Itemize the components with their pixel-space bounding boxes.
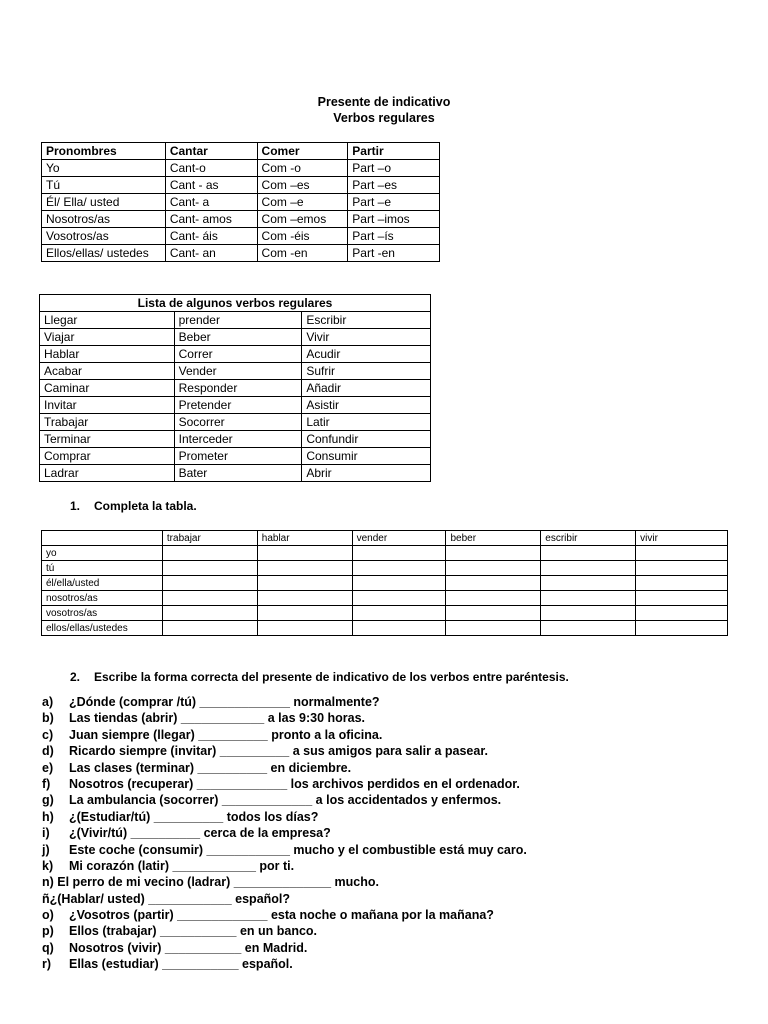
completion-pronoun-cell: nosotros/as [42,591,163,606]
conjugation-cell: Cant-o [165,160,257,177]
verb-cell: Escribir [302,312,431,329]
conjugation-table [41,142,440,262]
completion-verb-header: vivir [636,531,728,546]
verb-cell: Acudir [302,346,431,363]
exercise-item-label: o) [42,908,54,923]
exercise-item-text: Ricardo siempre (invitar) __________ a sus amigos para salir a pasear. [69,744,488,759]
completion-answer-cell[interactable] [636,606,728,621]
exercise-item [42,842,527,858]
exercise-item-label: j) [42,842,50,857]
conjugation-cell: Com –e [257,194,348,211]
completion-answer-cell[interactable] [257,621,352,636]
exercise-item-label: k) [42,858,54,873]
completion-answer-cell[interactable] [162,621,257,636]
verb-cell: Invitar [40,397,175,414]
completion-answer-cell[interactable] [541,606,636,621]
conjugation-cell: Cant - as [165,177,257,194]
conjugation-cell: Com –es [257,177,348,194]
exercise-item-label: g) [42,793,54,808]
completion-answer-cell[interactable] [541,561,636,576]
completion-answer-cell[interactable] [446,621,541,636]
conjugation-cell: Part –o [348,160,440,177]
completion-answer-cell[interactable] [162,591,257,606]
exercise-item-label: c) [42,727,54,742]
exercise-item-label: d) [42,744,54,759]
completion-answer-cell[interactable] [257,561,352,576]
conjugation-cell: Part –es [348,177,440,194]
conjugation-cell: Tú [42,177,166,194]
exercise-item-text: Ellos (trabajar) ___________ en un banco. [69,924,318,939]
exercise-item-text: n) El perro de mi vecino (ladrar) ______________ mucho. [42,875,379,890]
verb-cell: Latir [302,414,431,431]
conjugation-row [42,177,440,194]
completion-pronoun-cell: tú [42,561,163,576]
verbs-row [40,346,431,363]
verbs-row [40,431,431,448]
conjugation-cell: Nosotros/as [42,211,166,228]
verb-cell: Consumir [302,448,431,465]
exercise-item-label: r) [42,957,52,972]
completion-verb-header: vender [352,531,446,546]
completion-row [42,576,728,591]
conjugation-header-cell: Comer [257,143,348,160]
conjugation-row [42,194,440,211]
completion-pronoun-cell: él/ella/usted [42,576,163,591]
verb-cell: Caminar [40,380,175,397]
exercise-item-text: ¿(Vivir/tú) __________ cerca de la empresa? [69,826,331,841]
conjugation-row [42,211,440,228]
exercise1-heading [70,499,197,513]
exercise-item [42,874,527,890]
verb-cell: Viajar [40,329,175,346]
exercise-item-label: i) [42,826,50,841]
exercise-item [42,727,527,743]
exercise-item-text: La ambulancia (socorrer) _____________ a los accidentados y enfermos. [69,793,502,808]
exercise-item-text: Este coche (consumir) ____________ mucho y el combustible está muy caro. [69,842,527,857]
completion-answer-cell[interactable] [352,606,446,621]
exercise1-number: 1. [70,499,81,513]
conjugation-cell: Él/ Ella/ usted [42,194,166,211]
completion-row [42,561,728,576]
conjugation-row [42,160,440,177]
completion-answer-cell[interactable] [162,576,257,591]
verb-cell: Pretender [174,397,302,414]
exercise-item-text: Las tiendas (abrir) ____________ a las 9:30 horas. [69,711,366,726]
completion-verb-header: escribir [541,531,636,546]
completion-row [42,621,728,636]
exercise-item-text: Las clases (terminar) __________ en diciembre. [69,760,352,775]
conjugation-cell: Yo [42,160,166,177]
exercise-item-label: p) [42,924,54,939]
exercise-item-label: q) [42,940,54,955]
completion-answer-cell[interactable] [352,621,446,636]
exercise-item [42,907,527,923]
conjugation-header-cell: Partir [348,143,440,160]
verb-cell: Prometer [174,448,302,465]
verbs-row [40,448,431,465]
verb-cell: prender [174,312,302,329]
completion-pronoun-cell: ellos/ellas/ustedes [42,621,163,636]
verb-cell: Vender [174,363,302,380]
exercise-item [42,891,527,907]
conjugation-header-cell: Pronombres [42,143,166,160]
verb-cell: Añadir [302,380,431,397]
exercise-item-label: a) [42,695,54,709]
completion-row [42,546,728,561]
exercise-item-text: ¿Vosotros (partir) _____________ esta noche o mañana por la mañana? [69,908,494,923]
exercise2-heading-text: Escribe la forma correcta del presente de indicativo de los verbos entre paréntesis. [94,670,569,684]
completion-answer-cell[interactable] [636,621,728,636]
verb-cell: Trabajar [40,414,175,431]
conjugation-cell: Part –e [348,194,440,211]
exercise-item [42,694,527,710]
exercise-item-text: Mi corazón (latir) ____________ por ti. [69,858,295,873]
completion-table [41,530,728,636]
exercise-item-label: h) [42,809,54,824]
verbs-row [40,312,431,329]
exercise-item [42,710,527,726]
exercise-item-text: Nosotros (vivir) ___________ en Madrid. [69,940,308,955]
conjugation-cell: Part –ís [348,228,440,245]
page-title: Presente de indicativo [317,95,451,109]
exercise-item-text: Nosotros (recuperar) _____________ los archivos perdidos en el ordenador. [69,776,520,791]
conjugation-cell: Cant- amos [165,211,257,228]
verb-cell: Responder [174,380,302,397]
regular-verbs-table [39,294,431,482]
completion-answer-cell[interactable] [257,576,352,591]
completion-answer-cell[interactable] [257,591,352,606]
verb-cell: Acabar [40,363,175,380]
exercise-item [42,956,527,972]
verb-cell: Socorrer [174,414,302,431]
exercise-item [42,809,527,825]
exercise2-heading [70,670,569,684]
completion-answer-cell[interactable] [162,546,257,561]
verb-cell: Hablar [40,346,175,363]
conjugation-cell: Ellos/ellas/ ustedes [42,245,166,262]
conjugation-cell: Cant- áis [165,228,257,245]
conjugation-cell: Com –emos [257,211,348,228]
exercise-item [42,940,527,956]
page-subtitle: Verbos regulares [333,111,435,125]
verb-cell: Confundir [302,431,431,448]
verb-cell: Vivir [302,329,431,346]
completion-answer-cell[interactable] [352,546,446,561]
exercise2-number: 2. [70,670,81,684]
completion-answer-cell[interactable] [446,576,541,591]
completion-answer-cell[interactable] [257,546,352,561]
completion-answer-cell[interactable] [446,561,541,576]
exercise-item-label: b) [42,711,54,726]
verb-cell: Asistir [302,397,431,414]
verbs-table-caption: Lista de algunos verbos regulares [40,295,431,312]
completion-answer-cell[interactable] [446,546,541,561]
conjugation-cell: Com -en [257,245,348,262]
completion-row [42,606,728,621]
conjugation-cell: Com -éis [257,228,348,245]
completion-answer-cell[interactable] [541,591,636,606]
completion-header-row [42,531,728,546]
conjugation-cell: Cant- an [165,245,257,262]
completion-answer-cell[interactable] [162,561,257,576]
exercise-item-text: ¿(Estudiar/tú) __________ todos los días? [69,809,319,824]
exercise-item-text: Ellas (estudiar) ___________ español. [69,957,293,972]
completion-answer-cell[interactable] [636,546,728,561]
completion-row [42,591,728,606]
completion-answer-cell[interactable] [162,606,257,621]
completion-answer-cell[interactable] [541,576,636,591]
conjugation-cell: Cant- a [165,194,257,211]
completion-pronoun-cell: yo [42,546,163,561]
completion-answer-cell[interactable] [541,546,636,561]
conjugation-header-row [42,143,440,160]
verbs-row [40,380,431,397]
verb-cell: Correr [174,346,302,363]
verb-cell: Bater [174,465,302,482]
conjugation-header-cell: Cantar [165,143,257,160]
completion-answer-cell[interactable] [352,576,446,591]
completion-answer-cell[interactable] [636,591,728,606]
verbs-row [40,329,431,346]
completion-answer-cell[interactable] [446,606,541,621]
exercise-item-text: ñ¿(Hablar/ usted) ____________ español? [42,891,291,906]
verb-cell: Ladrar [40,465,175,482]
completion-pronoun-cell: vosotros/as [42,606,163,621]
conjugation-cell: Part –imos [348,211,440,228]
exercise-item [42,858,527,874]
verbs-row [40,414,431,431]
verb-cell: Comprar [40,448,175,465]
conjugation-cell: Part -en [348,245,440,262]
verb-cell: Beber [174,329,302,346]
verb-cell: Terminar [40,431,175,448]
verb-cell: Sufrir [302,363,431,380]
exercise-item [42,743,527,759]
exercise-item-label: e) [42,760,54,775]
completion-answer-cell[interactable] [636,576,728,591]
completion-answer-cell[interactable] [446,591,541,606]
exercise2-list [42,694,527,973]
conjugation-row [42,245,440,262]
conjugation-cell: Vosotros/as [42,228,166,245]
completion-verb-header: beber [446,531,541,546]
exercise1-heading-text: Completa la tabla. [94,499,197,513]
exercise-item [42,760,527,776]
verb-cell: Interceder [174,431,302,448]
completion-verb-header: trabajar [162,531,257,546]
conjugation-cell: Com -o [257,160,348,177]
conjugation-row [42,228,440,245]
completion-answer-cell[interactable] [352,591,446,606]
completion-answer-cell[interactable] [636,561,728,576]
completion-corner-cell [42,531,163,546]
verb-cell: Abrir [302,465,431,482]
exercise-item-label: f) [42,776,51,791]
exercise-item [42,923,527,939]
completion-verb-header: hablar [257,531,352,546]
exercise-item-text: ¿Dónde (comprar /tú) _____________ normalmente? [69,695,380,709]
exercise-item-text: Juan siempre (llegar) __________ pronto a la oficina. [69,727,383,742]
verbs-row [40,465,431,482]
completion-answer-cell[interactable] [541,621,636,636]
verb-cell: Llegar [40,312,175,329]
exercise-item [42,825,527,841]
completion-answer-cell[interactable] [257,606,352,621]
exercise-item [42,776,527,792]
verbs-row [40,363,431,380]
verbs-row [40,397,431,414]
completion-answer-cell[interactable] [352,561,446,576]
exercise-item [42,792,527,808]
